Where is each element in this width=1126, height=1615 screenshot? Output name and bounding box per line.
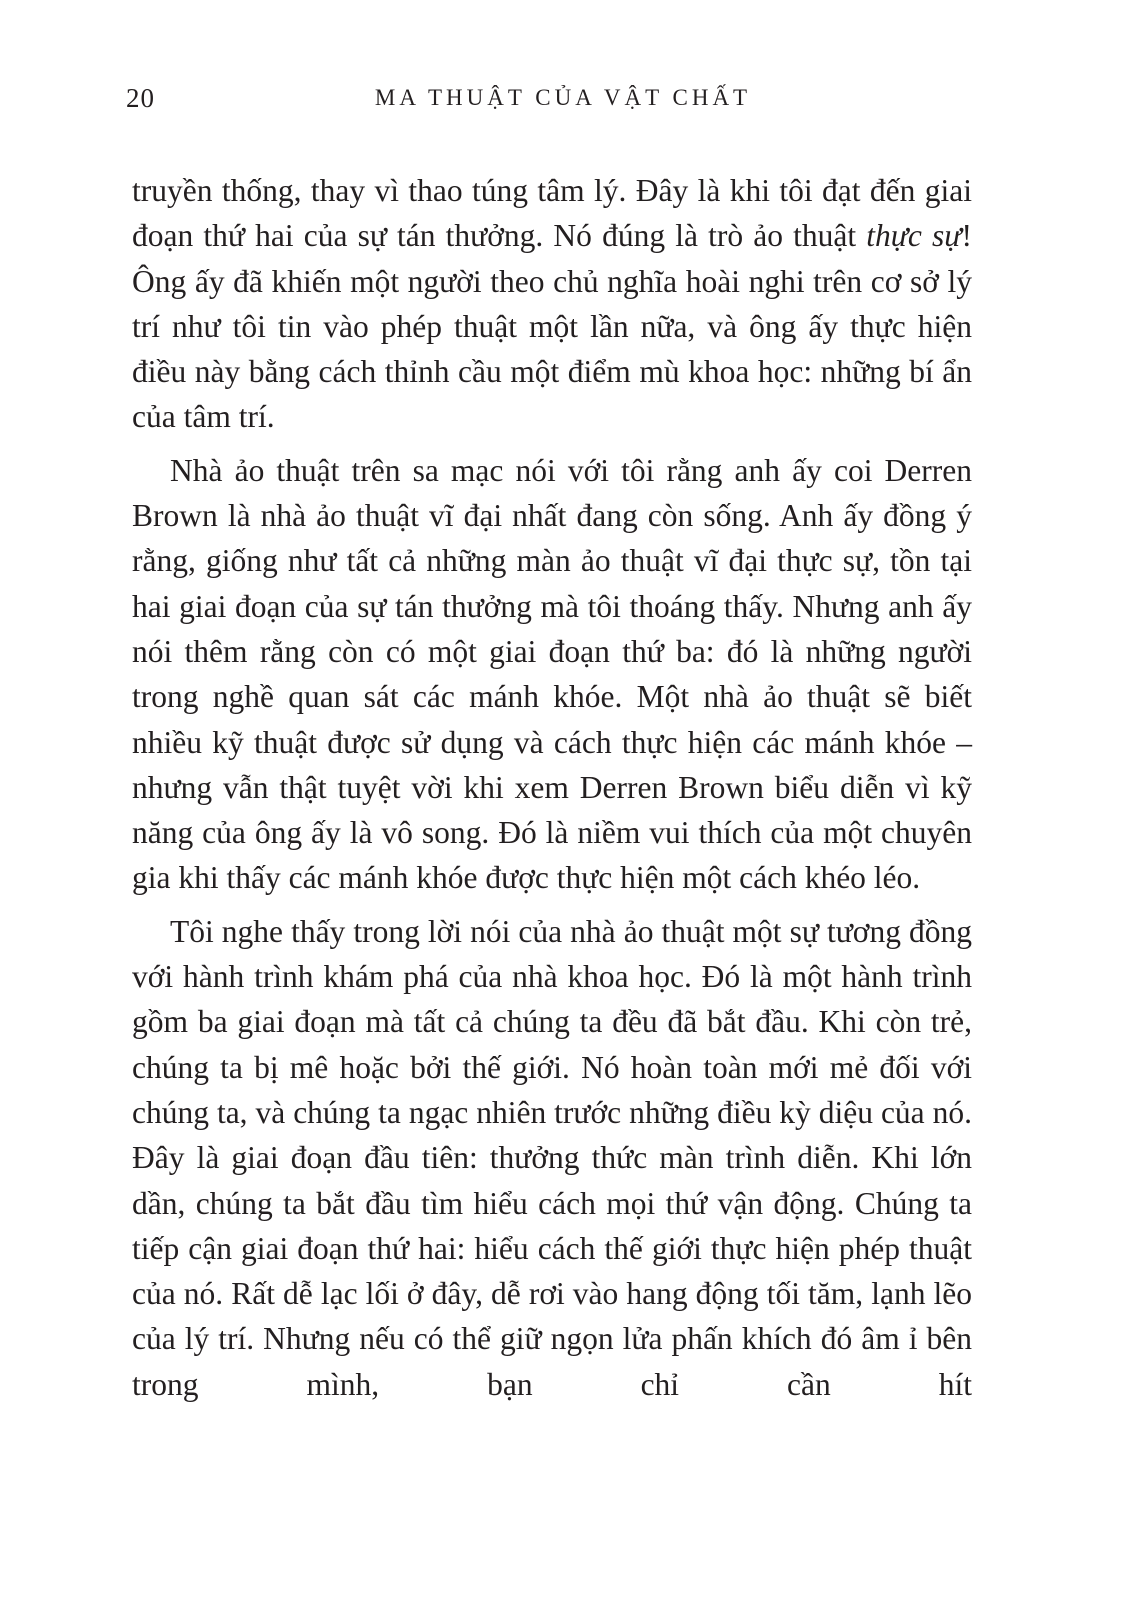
body-text [132,168,972,1407]
paragraph-1 [132,168,972,440]
paragraph-2: Nhà ảo thuật trên sa mạc nói với tôi rằng anh ấy coi Derren Brown là nhà ảo thuật vĩ đại nhất đang còn sống. Anh ấy đồng ý rằng, giống như tất cả những màn ảo thuật vĩ đại thực sự, tồn tại hai giai đoạn của sự tán thưởng mà tôi thoáng thấy. Nhưng anh ấy nói thêm rằng còn có một giai đoạn thứ ba: đó là những người trong nghề quan sát các mánh khóe. Một nhà ảo thuật sẽ biết nhiều kỹ thuật được sử dụng và cách thực hiện các mánh khóe – nhưng vẫn thật tuyệt vời khi xem Derren Brown biểu diễn vì kỹ năng của ông ấy là vô song. Đó là niềm vui thích của một chuyên gia khi thấy các mánh khóe được thực hiện một cách khéo léo. [132,452,972,896]
paragraph-3: Tôi nghe thấy trong lời nói của nhà ảo thuật một sự tương đồng với hành trình khám phá của nhà khoa học. Đó là một hành trình gồm ba giai đoạn mà tất cả chúng ta đều đã bắt đầu. Khi còn trẻ, chúng ta bị mê hoặc bởi thế giới. Nó hoàn toàn mới mẻ đối với chúng ta, và chúng ta ngạc nhiên trước những điều kỳ diệu của nó. Đây là giai đoạn đầu tiên: thưởng thức màn trình diễn. Khi lớn dần, chúng ta bắt đầu tìm hiểu cách mọi thứ vận động. Chúng ta tiếp cận giai đoạn thứ hai: hiểu cách thế giới thực hiện phép thuật của nó. Rất dễ lạc lối ở đây, dễ rơi vào hang động tối tăm, lạnh lẽo của lý trí. Nhưng nếu có thể giữ ngọn lửa phấn khích đó âm ỉ bên trong mình, bạn chỉ cần hít [132,913,972,1402]
running-title: MA THUẬT CỦA VẬT CHẤT [374,85,752,110]
paragraph-1-emphasis: thực sự [866,218,962,254]
paragraph-1-text-end: ! Ông ấy đã khiến một người theo chủ nghĩa hoài nghi trên cơ sở lý trí như tôi tin vào phép thuật một lần nữa, và ông ấy thực hiện điều này bằng cách thỉnh cầu một điểm mù khoa học: những bí ẩn của tâm trí. [132,218,972,435]
running-header [0,78,1126,118]
page-number: 20 [126,83,155,113]
paragraph-1-text-start: truyền thống, thay vì thao túng tâm lý. Đây là khi tôi đạt đến giai đoạn thứ hai của sự tán thưởng. Nó đúng là trò ảo thuật [132,173,972,254]
